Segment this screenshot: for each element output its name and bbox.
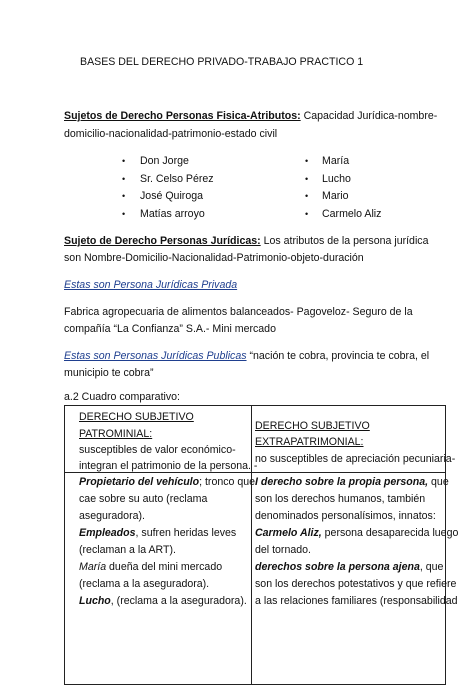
list-item: José Quiroga	[140, 190, 204, 202]
table-column-divider	[251, 406, 252, 684]
bullet-icon: •	[305, 209, 309, 219]
list-item: Sr. Celso Pérez	[140, 173, 214, 185]
right-header-text: no susceptibles de apreciación pecuniaria-	[255, 453, 456, 465]
cell-text: , que	[419, 561, 444, 573]
section-personas-fisicas	[64, 110, 437, 123]
list-item: Mario	[322, 190, 349, 202]
list-item: María	[322, 155, 350, 167]
emphasis-text: Lucho	[79, 595, 111, 607]
left-cell-line: (reclama a la aseguradora).	[79, 578, 210, 590]
cell-text: ; tronco que	[199, 476, 256, 488]
section-heading: Estas son Persona Jurídicas Privada	[64, 279, 238, 291]
emphasis-text: I derecho sobre la propia persona,	[255, 476, 429, 488]
bullet-icon: •	[305, 174, 309, 184]
right-cell-line: son los derechos potestativos y que refiere	[255, 578, 457, 590]
cell-text: que	[428, 476, 449, 488]
bullet-icon: •	[122, 209, 126, 219]
section-publicas	[64, 350, 429, 363]
emphasis-text: derechos sobre la persona ajena	[255, 561, 420, 573]
emphasis-text: María	[79, 561, 107, 573]
bullet-icon: •	[305, 156, 309, 166]
section-text: Capacidad Jurídica-nombre-	[300, 110, 438, 122]
section-text: “nación te cobra, provincia te cobra, el	[246, 350, 430, 362]
right-cell-line	[255, 476, 449, 489]
left-header-text: integran el patrimonio de la persona. -	[79, 460, 258, 472]
section-text: Los atributos de la persona jurídica	[260, 235, 429, 247]
left-cell-line	[79, 595, 247, 608]
section-text-line: domicilio-nacionalidad-patrimonio-estado civil	[64, 128, 278, 140]
section-text-line: son Nombre-Domicilio-Nacionalidad-Patrimonio-objeto-duración	[64, 252, 364, 264]
right-cell-line	[255, 561, 443, 574]
emphasis-text: Empleados	[79, 527, 136, 539]
document-title: BASES DEL DERECHO PRIVADO-TRABAJO PRACTICO 1	[80, 56, 364, 68]
left-cell-line	[79, 476, 255, 489]
list-item: Carmelo Aliz	[322, 208, 382, 220]
cell-text: dueña del mini mercado	[106, 561, 223, 573]
section-heading: Sujeto de Derecho Personas Jurídicas:	[64, 235, 261, 247]
right-header-subtitle: EXTRAPATRIMONIAL:	[255, 436, 364, 448]
section-heading: Sujetos de Derecho Personas Fisica-Atributos:	[64, 110, 301, 122]
left-cell-line	[79, 561, 222, 574]
right-header-title: DERECHO SUBJETIVO	[255, 420, 370, 432]
right-cell-line: del tornado.	[255, 544, 311, 556]
bullet-icon: •	[305, 191, 309, 201]
bullet-icon: •	[122, 191, 126, 201]
list-item: Lucho	[322, 173, 351, 185]
cell-text: persona desaparecida luego	[321, 527, 459, 539]
left-cell-line: (reclaman a la ART).	[79, 544, 176, 556]
emphasis-text: Propietario del vehículo	[79, 476, 200, 488]
section-text-line: Fabrica agropecuaria de alimentos balanceados- Pagoveloz- Seguro de la	[64, 306, 413, 318]
section-heading: Estas son Personas Jurídicas Publicas	[64, 350, 247, 362]
list-item: Don Jorge	[140, 155, 189, 167]
right-cell-line: denominados personalísimos, innatos:	[255, 510, 436, 522]
comparative-label: a.2 Cuadro comparativo:	[64, 391, 181, 403]
bullet-icon: •	[122, 174, 126, 184]
left-header-subtitle: PATROMINIAL:	[79, 428, 153, 440]
left-cell-line	[79, 527, 236, 540]
left-cell-line: cae sobre su auto (reclama	[79, 493, 208, 505]
right-cell-line: a las relaciones familiares (responsabilidad	[255, 595, 458, 607]
section-text-line: municipio te cobra”	[64, 367, 154, 379]
right-cell-line	[255, 527, 458, 540]
left-header-text: susceptibles de valor económico-	[79, 444, 236, 456]
left-header-title: DERECHO SUBJETIVO	[79, 411, 194, 423]
list-item: Matías arroyo	[140, 208, 205, 220]
section-personas-juridicas	[64, 235, 429, 248]
emphasis-text: Carmelo Aliz,	[255, 527, 322, 539]
comparison-table	[64, 405, 459, 685]
cell-text: , sufren heridas leves	[135, 527, 237, 539]
section-text-line: compañía “La Confianza” S.A.- Mini mercado	[64, 323, 276, 335]
left-cell-line: aseguradora).	[79, 510, 145, 522]
cell-text: , (reclama a la aseguradora).	[110, 595, 247, 607]
right-cell-line: son los derechos humanos, también	[255, 493, 426, 505]
bullet-icon: •	[122, 156, 126, 166]
